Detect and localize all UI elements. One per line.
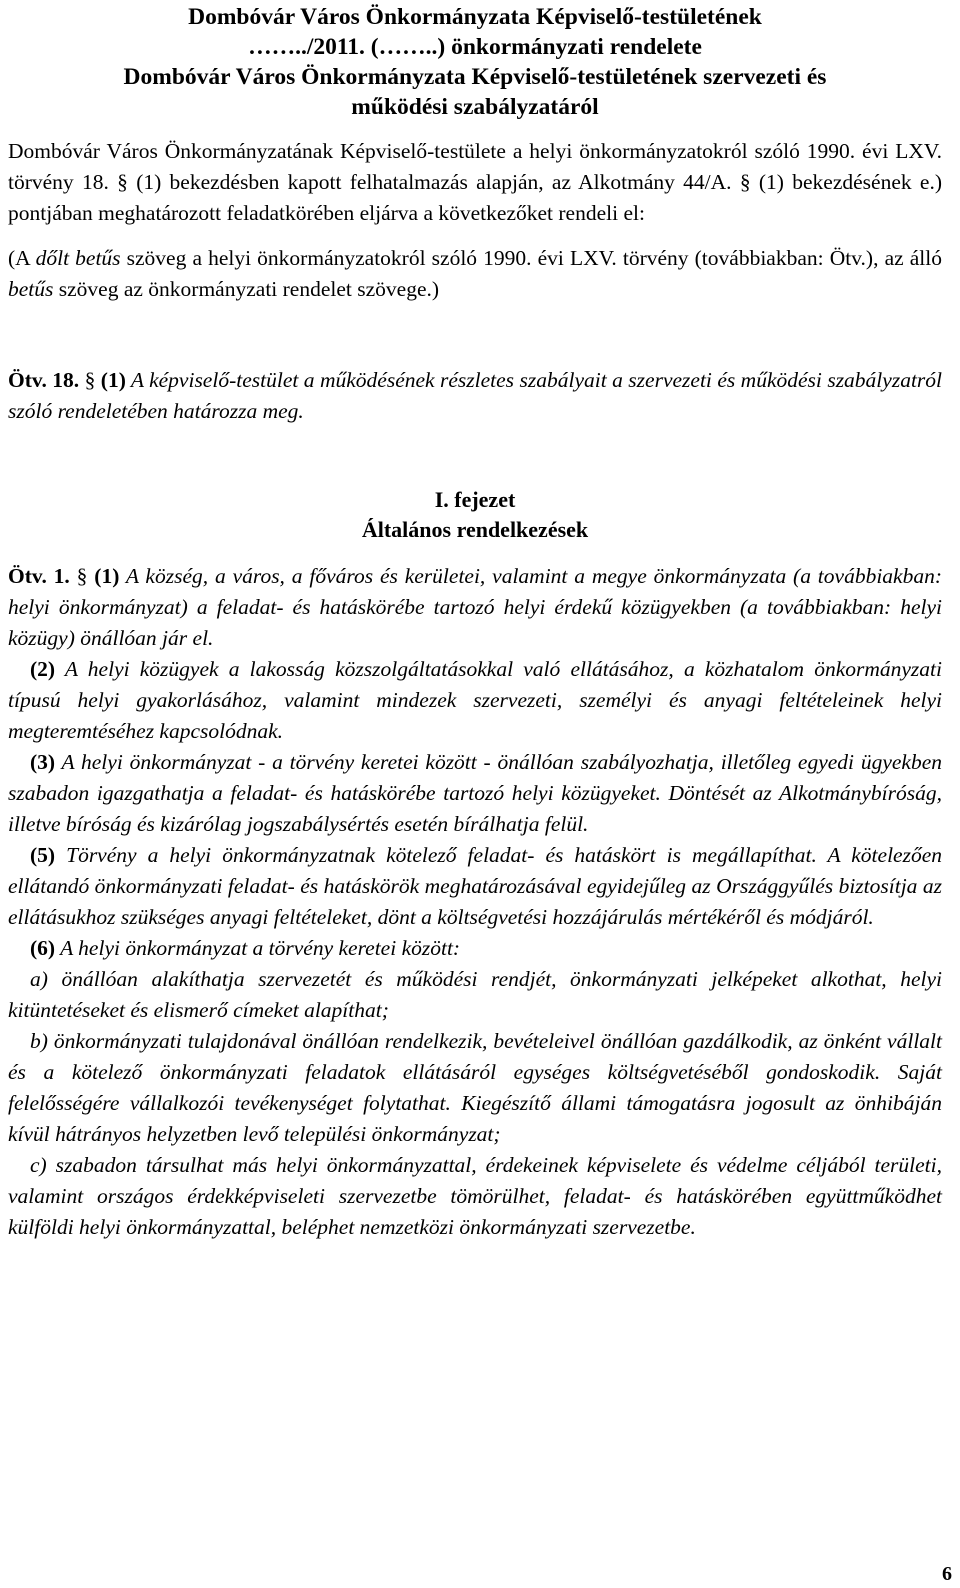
list-item-b xyxy=(8,1026,942,1150)
otv-1-para-1 xyxy=(8,561,942,654)
list-item-b-text: b) önkormányzati tulajdonával önállóan rendelkezik, bevételeivel önállóan gazdálkodik, az önként vállalt és a kötelező önkormányzati feladatok ellátásáról egységes költségvetéséből gondoskodik. Saját felelősségére vállalkozói tevékenységet folytathat. Kiegészítő állami támogatásra jogosult az önhibáján kívül hátrányos helyzetben levő települési önkormányzat; xyxy=(8,1029,942,1146)
para-number: (3) xyxy=(30,750,56,774)
otv-1-para-2 xyxy=(8,654,942,747)
otv-1-para-3 xyxy=(8,747,942,840)
title-line-4: működési szabályzatáról xyxy=(351,94,599,120)
chapter-number: I. fejezet xyxy=(434,487,516,512)
para-number: (2) xyxy=(30,657,56,681)
otv-1-text-2: A helyi közügyek a lakosság közszolgáltatásokkal való ellátásához, a közhatalom önkormányzati típusú helyi gyakorlásához, valamint mindezek szervezeti, személyi és anyagi feltételeinek helyi megteremtéséhez kapcsolódnak. xyxy=(8,657,942,743)
otv-1-label: Ötv. 1. xyxy=(8,564,70,588)
document-page xyxy=(8,0,942,1243)
note-italic-word: dőlt betűs xyxy=(35,246,121,270)
otv-18-paragraph xyxy=(8,365,942,427)
section-symbol: § xyxy=(69,564,95,588)
chapter-heading xyxy=(8,485,942,545)
title-line-1: Dombóvár Város Önkormányzata Képviselő-testületének xyxy=(188,4,762,30)
otv-1-text-5: Törvény a helyi önkormányzatnak kötelező feladat- és hatáskört is megállapíthat. A kötelezően ellátandó önkormányzati feladat- és hatáskörök meghatározásával egyidejűleg az Országgyűlés biztosítja az ellátásukhoz szükséges anyagi feltételeket, dönt a költségvetési hozzájárulás mértékéről és módjáról. xyxy=(8,843,942,929)
section-symbol: § xyxy=(79,368,101,392)
page-number: 6 xyxy=(942,1563,952,1585)
note-part-c: szöveg a helyi önkormányzatokról szóló 1990. évi LXV. törvény (továbbiakban: Ötv.), az álló xyxy=(120,246,942,270)
otv-1-para-5 xyxy=(8,840,942,933)
para-number: (5) xyxy=(30,843,56,867)
para-number: (1) xyxy=(94,564,120,588)
preamble-paragraph: Dombóvár Város Önkormányzatának Képviselő-testülete a helyi önkormányzatokról szóló 1990. évi LXV. törvény 18. § (1) bekezdésben kapott felhatalmazás alapján, az Alkotmány 44/A. § (1) bekezdésének e.) pontjában meghatározott feladatkörében eljárva a következőket rendeli el: xyxy=(8,139,942,225)
note-part-a: (A xyxy=(8,246,36,270)
list-item-a-text: a) önállóan alakíthatja szervezetét és működési rendjét, önkormányzati jelképeket alkothat, helyi kitüntetéseket és elismerő címeket alapíthat; xyxy=(8,967,942,1022)
otv-18-para-number: (1) xyxy=(100,368,126,392)
title-line-2: ……../2011. (……..) önkormányzati rendelete xyxy=(248,34,702,60)
note-part-e: szöveg az önkormányzati rendelet szövege.) xyxy=(53,277,440,301)
para-number: (6) xyxy=(30,936,56,960)
list-item-a xyxy=(8,964,942,1026)
otv-1-para-6 xyxy=(8,933,942,964)
document-title xyxy=(8,2,942,122)
otv-18-label: Ötv. 18. xyxy=(8,368,80,392)
typography-note xyxy=(8,243,942,305)
note-italic-word-2: betűs xyxy=(8,277,54,301)
title-line-3: Dombóvár Város Önkormányzata Képviselő-testületének szervezeti és xyxy=(123,64,827,90)
chapter-title: Általános rendelkezések xyxy=(361,517,589,542)
otv-1-text-6: A helyi önkormányzat a törvény keretei között: xyxy=(55,936,461,960)
list-item-c xyxy=(8,1150,942,1243)
otv-18-text: A képviselő-testület a működésének részletes szabályait a szervezeti és működési szabályzatról szóló rendeletében határozza meg. xyxy=(8,368,943,423)
list-item-c-text: c) szabadon társulhat más helyi önkormányzattal, érdekeinek képviselete és védelme céljából területi, valamint országos érdekképviseleti szervezetbe tömörülhet, feladat- és hatáskörében együttműködhet külföldi helyi önkormányzattal, beléphet nemzetközi önkormányzati szervezetbe. xyxy=(8,1153,942,1239)
otv-1-text-3: A helyi önkormányzat - a törvény keretei között - önállóan szabályozhatja, illetőleg egyedi ügyekben szabadon igazgathatja a feladat- és hatáskörébe tartozó helyi közügyeket. Döntését az Alkotmánybíróság, illetve bíróság és kizárólag jogszabálysértés esetén bírálhatja felül. xyxy=(8,750,942,836)
otv-1-text-1: A község, a város, a főváros és kerületei, valamint a megye önkormányzata (a továbbiakban: helyi önkormányzat) a feladat- és hatáskörébe tartozó helyi érdekű közügyekben (a továbbiakban: helyi közügy) önállóan jár el. xyxy=(8,564,943,650)
